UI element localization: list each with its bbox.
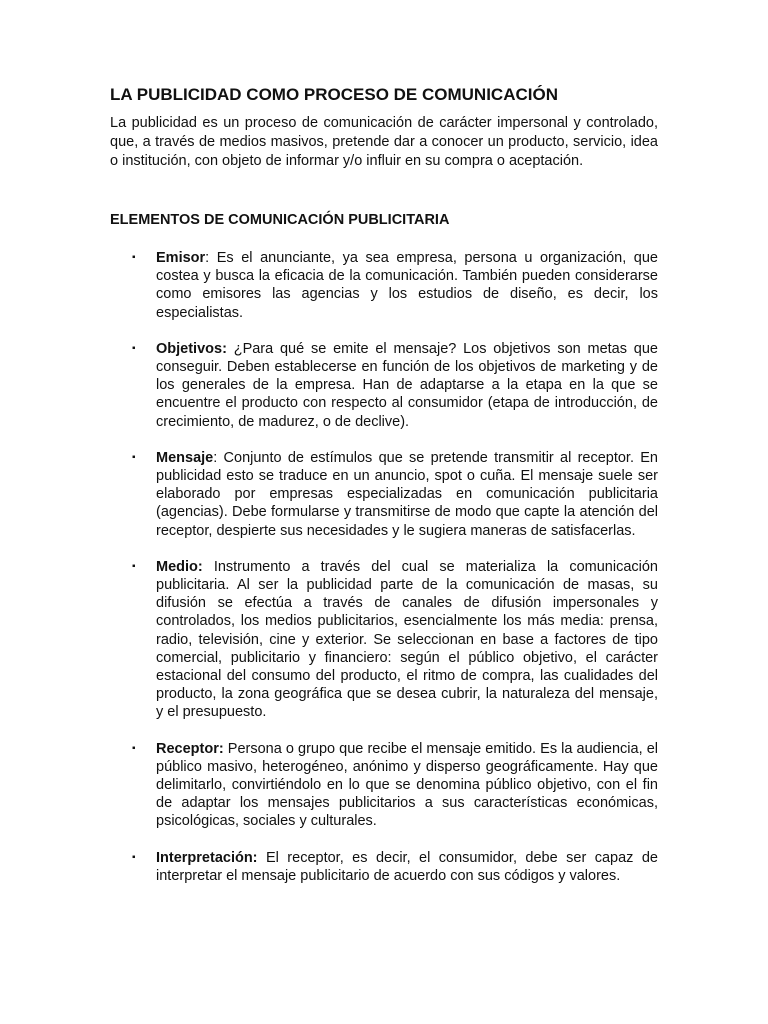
list-item-medio <box>110 558 658 722</box>
item-text: El receptor, es decir, el consumidor, debe ser capaz de interpretar el mensaje publicitario de acuerdo con sus códigos y valores. <box>156 849 658 884</box>
item-term: Objetivos: <box>156 340 227 357</box>
list-item-mensaje <box>110 449 658 540</box>
item-term: Receptor: <box>156 740 224 757</box>
item-term: Mensaje <box>156 449 214 466</box>
item-text: : Conjunto de estímulos que se pretende transmitir al receptor. En publicidad esto se traduce en un anuncio, spot o cuña. El mensaje suele ser elaborado por empresas especializadas en comunicación publicitaria (agencias). Debe formularse y transmitirse de modo que capte la atención del receptor, despierte sus necesidades y le sugiera maneras de satisfacerlas. <box>156 449 658 539</box>
item-text: Persona o grupo que recibe el mensaje emitido. Es la audiencia, el público masivo, heterogéneo, anónimo y disperso geográficamente. Hay que delimitarlo, convirtiéndolo en lo que se denomina público objetivo, con el fin de adaptar los mensajes publicitarios a sus características económicas, psicológicas, sociales y culturales. <box>156 740 658 830</box>
item-term: Medio: <box>156 558 203 575</box>
bullet-icon: ▪ <box>132 342 136 354</box>
bullet-icon: ▪ <box>132 252 136 263</box>
bullet-icon: ▪ <box>132 851 136 863</box>
item-term: Interpretación: <box>156 849 258 866</box>
item-term: Emisor <box>156 250 206 266</box>
list-item-interpretacion <box>110 849 658 885</box>
list-item-receptor <box>110 740 658 831</box>
document-title: LA PUBLICIDAD COMO PROCESO DE COMUNICACIÓN <box>110 85 558 104</box>
elements-list <box>110 249 658 885</box>
list-item-objetivos <box>110 340 658 431</box>
bullet-icon: ▪ <box>132 451 136 463</box>
intro-paragraph: La publicidad es un proceso de comunicación de carácter impersonal y controlado, que, a través de medios masivos, pretende dar a conocer un producto, servicio, idea o institución, con objeto de informar y/o influir en su compra o aceptación. <box>110 115 658 169</box>
section-title: ELEMENTOS DE COMUNICACIÓN PUBLICITARIA <box>110 212 450 228</box>
item-text: ¿Para qué se emite el mensaje? Los objetivos son metas que conseguir. Deben establecerse en función de los objetivos de marketing y de los generales de la empresa. Han de adaptarse a la etapa en la que se encuentre el producto con respecto al consumidor (etapa de introducción, de crecimiento, de madurez, o de declive). <box>156 340 658 430</box>
bullet-icon: ▪ <box>132 742 136 754</box>
list-item-emisor <box>110 249 658 322</box>
item-text: Instrumento a través del cual se materializa la comunicación publicitaria. Al ser la publicidad parte de la comunicación de masas, su difusión se efectúa a través de canales de difusión impersonales y controlados, los medios publicitarios, esencialmente los más media: prensa, radio, televisión, cine y exterior. Se seleccionan en base a factores de tipo comercial, publicitario y financiero: según el público objetivo, el carácter estacional del consumo del producto, el ritmo de compra, las cualidades del producto, la zona geográfica que se desea cubrir, la naturaleza del mensaje, y el presupuesto. <box>156 558 658 721</box>
document-page <box>110 84 658 903</box>
bullet-icon: ▪ <box>132 560 136 572</box>
item-text: : Es el anunciante, ya sea empresa, persona u organización, que costea y busca la eficacia de la comunicación. También pueden considerarse como emisores las agencias y los estudios de diseño, es decir, los especialistas. <box>156 250 658 321</box>
